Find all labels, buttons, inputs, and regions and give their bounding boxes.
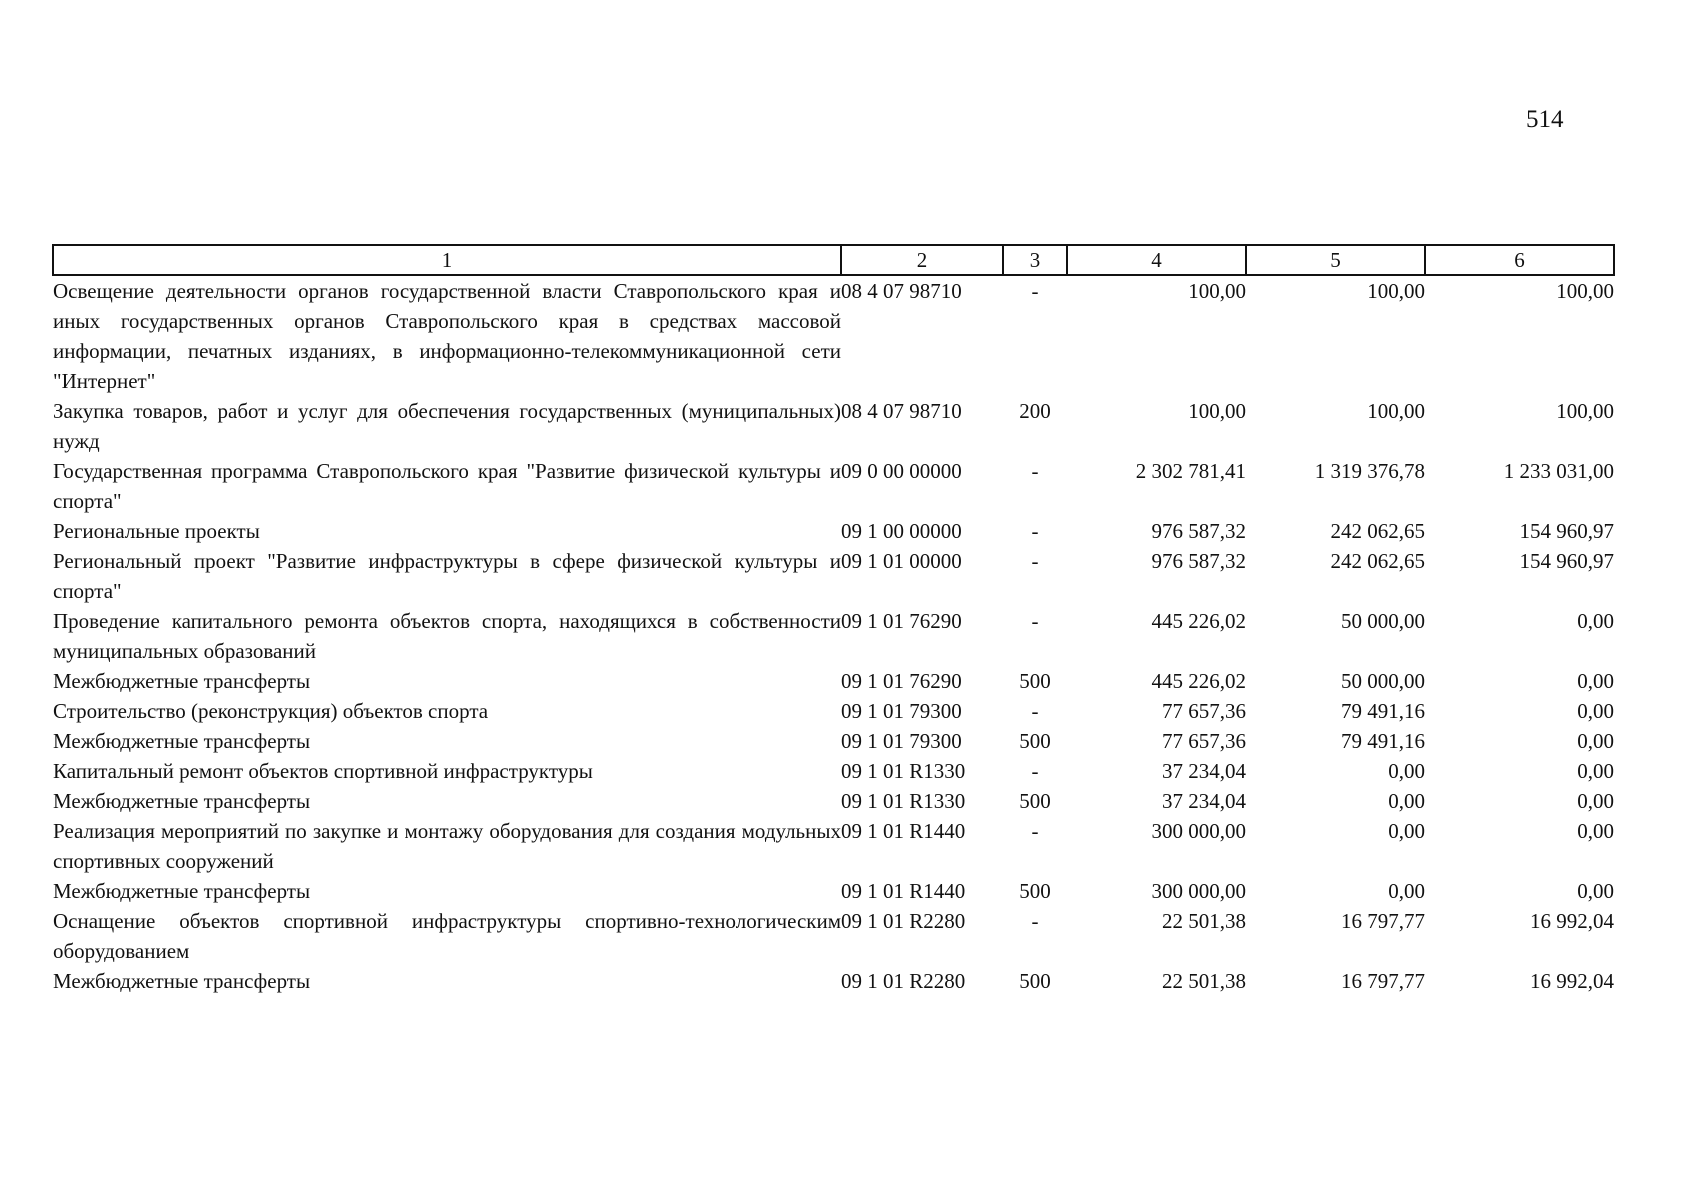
row-value-1: 445 226,02: [1151, 609, 1246, 633]
row-kind: 500: [1019, 669, 1051, 693]
row-name: Межбюджетные трансферты: [53, 729, 311, 753]
table-header: [53, 245, 1614, 275]
row-value-2: 16 797,77: [1341, 909, 1425, 933]
row-kind: -: [1031, 909, 1039, 933]
row-value-1: 300 000,00: [1151, 879, 1246, 903]
row-name: Межбюджетные трансферты: [53, 969, 311, 993]
row-value-2: 50 000,00: [1341, 609, 1425, 633]
row-name: Проведение капитального ремонта объектов спорта, находящихся в собственности муниципальных образований: [53, 609, 841, 663]
row-kind: -: [1031, 519, 1039, 543]
row-value-3: 16 992,04: [1530, 969, 1614, 993]
row-value-2: 242 062,65: [1330, 549, 1425, 573]
row-kind: -: [1031, 699, 1039, 723]
header-col-3: 3: [1003, 245, 1067, 275]
row-value-3: 100,00: [1556, 399, 1614, 423]
row-value-1: 37 234,04: [1162, 759, 1246, 783]
row-value-2: 100,00: [1367, 399, 1425, 423]
header-col-5: 5: [1246, 245, 1425, 275]
row-value-3: 0,00: [1577, 879, 1614, 903]
row-name: Межбюджетные трансферты: [53, 879, 311, 903]
row-kind: -: [1031, 819, 1039, 843]
row-code: 09 1 01 00000: [841, 549, 962, 573]
row-value-3: 154 960,97: [1519, 519, 1614, 543]
table-row: [53, 546, 1614, 606]
row-value-1: 2 302 781,41: [1135, 459, 1246, 483]
row-value-1: 37 234,04: [1162, 789, 1246, 813]
row-value-1: 100,00: [1188, 399, 1246, 423]
row-kind: 500: [1019, 879, 1051, 903]
row-value-2: 0,00: [1388, 879, 1425, 903]
row-code: 09 1 01 R1330: [841, 759, 966, 783]
row-value-2: 0,00: [1388, 819, 1425, 843]
row-code: 09 1 01 R2280: [841, 909, 966, 933]
row-name: Оснащение объектов спортивной инфраструктуры спортивно-технологическим оборудованием: [53, 909, 841, 963]
table-row: [53, 516, 1614, 546]
row-value-2: 242 062,65: [1330, 519, 1425, 543]
row-value-1: 300 000,00: [1151, 819, 1246, 843]
table-row: [53, 786, 1614, 816]
table-body: [53, 275, 1614, 996]
row-value-3: 0,00: [1577, 819, 1614, 843]
header-col-6: 6: [1425, 245, 1614, 275]
row-code: 08 4 07 98710: [841, 399, 962, 423]
row-code: 09 1 01 R1330: [841, 789, 966, 813]
row-value-3: 0,00: [1577, 609, 1614, 633]
row-value-1: 976 587,32: [1151, 549, 1246, 573]
table-row: [53, 456, 1614, 516]
row-code: 09 1 01 76290: [841, 669, 962, 693]
table-row: [53, 666, 1614, 696]
row-value-2: 16 797,77: [1341, 969, 1425, 993]
row-value-3: 1 233 031,00: [1503, 459, 1614, 483]
row-value-1: 77 657,36: [1162, 729, 1246, 753]
row-name: Региональный проект "Развитие инфраструктуры в сфере физической культуры и спорта": [53, 549, 841, 603]
row-value-1: 22 501,38: [1162, 969, 1246, 993]
header-col-2: 2: [841, 245, 1003, 275]
row-code: 09 1 01 79300: [841, 699, 962, 723]
row-name: Освещение деятельности органов государственной власти Ставропольского края и иных государственных органов Ставропольского края в средствах массовой информации, печатных изданиях, в информационно-телекоммуникационной сети "Интернет": [53, 279, 841, 393]
row-value-1: 77 657,36: [1162, 699, 1246, 723]
row-kind: -: [1031, 609, 1039, 633]
row-value-2: 50 000,00: [1341, 669, 1425, 693]
table-row: [53, 816, 1614, 876]
row-value-3: 0,00: [1577, 759, 1614, 783]
row-value-3: 154 960,97: [1519, 549, 1614, 573]
row-value-1: 445 226,02: [1151, 669, 1246, 693]
row-value-2: 0,00: [1388, 789, 1425, 813]
header-col-1: 1: [53, 245, 841, 275]
row-value-3: 0,00: [1577, 699, 1614, 723]
row-code: 08 4 07 98710: [841, 279, 962, 303]
row-code: 09 1 01 76290: [841, 609, 962, 633]
row-value-2: 79 491,16: [1341, 699, 1425, 723]
row-code: 09 1 01 R1440: [841, 819, 966, 843]
row-name: Реализация мероприятий по закупке и монтажу оборудования для создания модульных спортивных сооружений: [53, 819, 841, 873]
row-kind: -: [1031, 279, 1039, 303]
row-code: 09 1 01 79300: [841, 729, 962, 753]
row-name: Межбюджетные трансферты: [53, 669, 311, 693]
row-kind: 500: [1019, 729, 1051, 753]
row-value-3: 0,00: [1577, 789, 1614, 813]
table-row: [53, 906, 1614, 966]
row-name: Региональные проекты: [53, 519, 260, 543]
row-value-3: 0,00: [1577, 729, 1614, 753]
table-row: [53, 275, 1614, 396]
table-row: [53, 966, 1614, 996]
row-value-2: 1 319 376,78: [1314, 459, 1425, 483]
header-col-4: 4: [1067, 245, 1246, 275]
row-value-1: 976 587,32: [1151, 519, 1246, 543]
row-value-3: 16 992,04: [1530, 909, 1614, 933]
row-kind: 500: [1019, 789, 1051, 813]
row-value-3: 0,00: [1577, 669, 1614, 693]
row-name: Строительство (реконструкция) объектов спорта: [53, 699, 489, 723]
table-row: [53, 606, 1614, 666]
row-name: Закупка товаров, работ и услуг для обеспечения государственных (муниципальных) нужд: [53, 399, 841, 453]
row-code: 09 0 00 00000: [841, 459, 962, 483]
row-name: Государственная программа Ставропольского края "Развитие физической культуры и спорта": [53, 459, 841, 513]
row-value-2: 79 491,16: [1341, 729, 1425, 753]
table-row: [53, 756, 1614, 786]
header-row: [53, 245, 1614, 275]
row-value-1: 100,00: [1188, 279, 1246, 303]
row-value-1: 22 501,38: [1162, 909, 1246, 933]
row-code: 09 1 01 R1440: [841, 879, 966, 903]
row-kind: -: [1031, 549, 1039, 573]
row-kind: 500: [1019, 969, 1051, 993]
row-value-2: 100,00: [1367, 279, 1425, 303]
budget-table: [52, 244, 1615, 996]
row-code: 09 1 00 00000: [841, 519, 962, 543]
table-row: [53, 696, 1614, 726]
row-kind: -: [1031, 459, 1039, 483]
row-value-2: 0,00: [1388, 759, 1425, 783]
table-row: [53, 726, 1614, 756]
row-value-3: 100,00: [1556, 279, 1614, 303]
row-kind: -: [1031, 759, 1039, 783]
row-code: 09 1 01 R2280: [841, 969, 966, 993]
table-row: [53, 396, 1614, 456]
row-name: Капитальный ремонт объектов спортивной инфраструктуры: [53, 759, 593, 783]
row-name: Межбюджетные трансферты: [53, 789, 311, 813]
page-number: 514: [1526, 106, 1564, 133]
table-row: [53, 876, 1614, 906]
row-kind: 200: [1019, 399, 1051, 423]
